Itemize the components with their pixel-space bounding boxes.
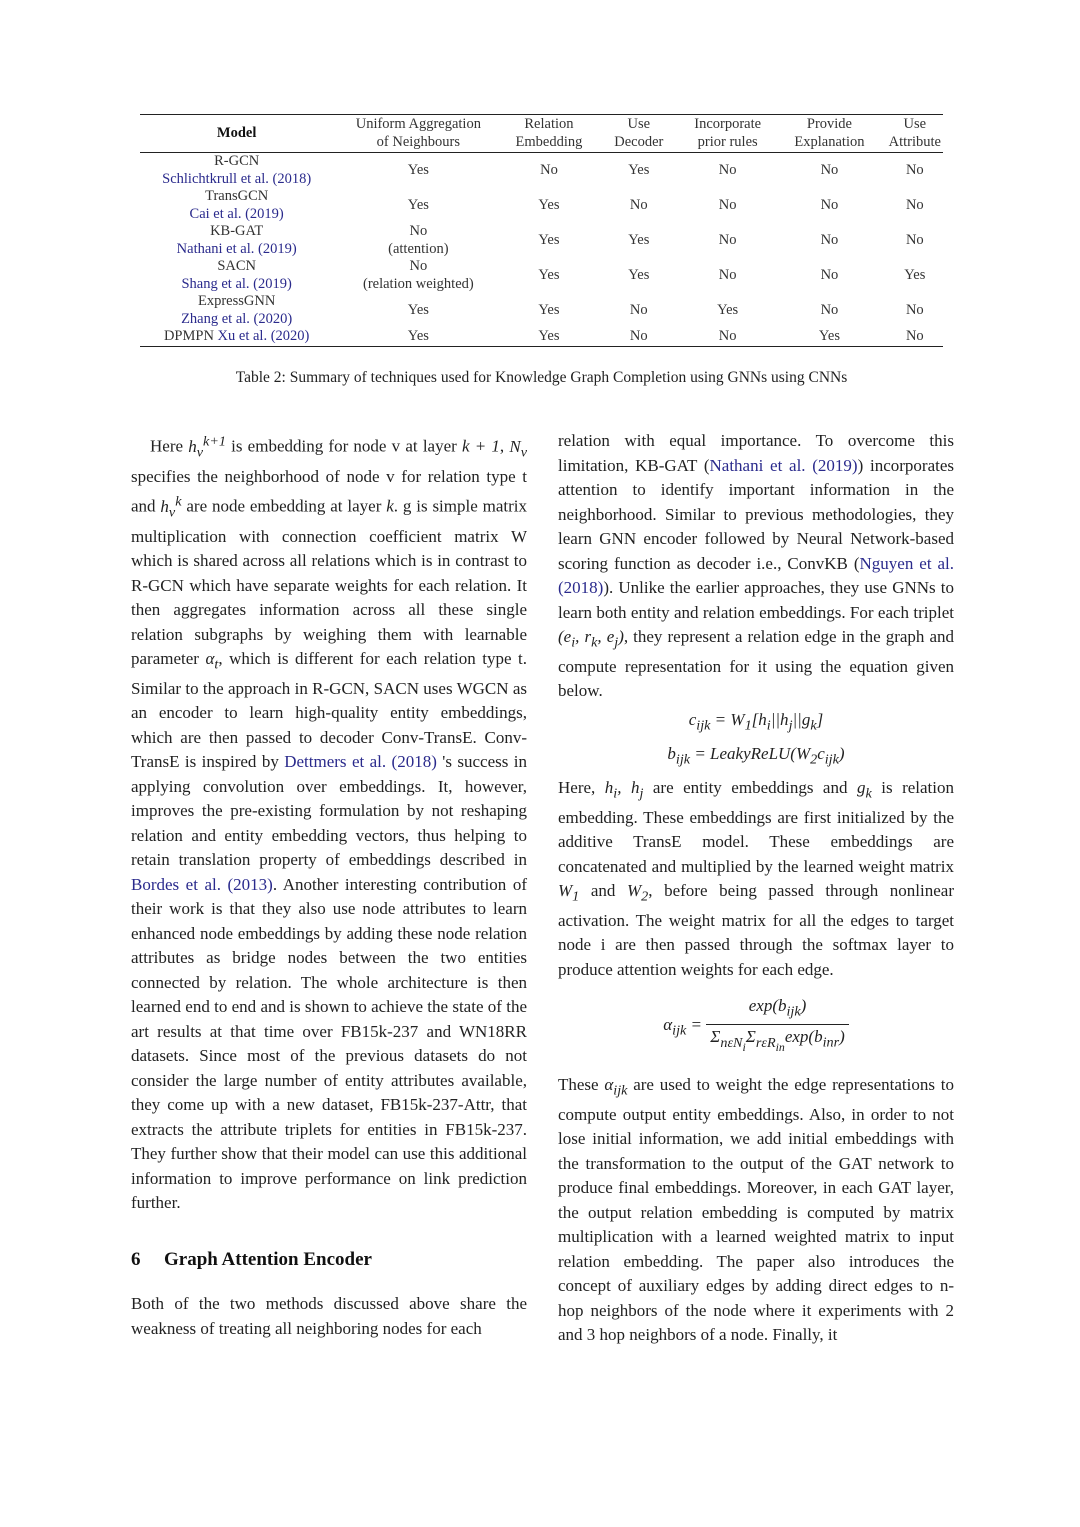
table-caption: Table 2: Summary of techniques used for Knowledge Graph Completion using GNNs using CNNs — [235, 369, 848, 386]
right-column — [558, 429, 954, 1348]
citation-nguyen-link[interactable]: Nguyen et al. (2018) — [558, 553, 955, 597]
header-model: Model — [216, 124, 257, 141]
citation-link[interactable]: Nathani et al. (2019) — [176, 240, 297, 257]
cell-prior-rules: No — [718, 161, 737, 178]
cell-use-decoder: Yes — [628, 161, 650, 178]
left-paragraph-2: Both of the two methods discussed above share the weakness of treating all neighboring nodes for each — [131, 1294, 527, 1338]
equation-cijk: $c_{ijk} = W_1[h_i||h_j||g_k]$ — [688, 709, 824, 734]
citation-link[interactable]: Schlichtkrull et al. (2018) — [162, 170, 312, 187]
right-paragraph-2: Here, $h_i$, $h_j$ are entity embeddings and $g_k$ is relation embedding. These embeddings are first initialized by the additive TransE model. These embeddings are concatenated and multiplied by the learned weight matrix $W_1$ and $W_2$, before being passed through nonlinear activation. The weight matrix for all the edges to target node i are then passed through the softmax layer to produce attention weights for each edge. — [558, 777, 955, 979]
cell-relation-embedding: Yes — [538, 266, 560, 283]
cell-uniform-aggregation: No (attention) — [388, 223, 449, 257]
cell-use-attribute: No — [905, 328, 924, 344]
citation-link[interactable]: Xu et al. (2020) — [217, 328, 310, 344]
cell-use-attribute: No — [905, 301, 924, 318]
cell-relation-embedding: Yes — [538, 328, 560, 344]
summary-table — [140, 114, 943, 347]
cell-model: R-GCN Schlichtkrull et al. (2018) — [162, 153, 312, 187]
cell-prior-rules: No — [718, 266, 737, 283]
table-row — [140, 223, 943, 258]
table-header-row — [140, 115, 943, 153]
table-row — [140, 293, 943, 328]
cell-use-decoder: Yes — [628, 231, 650, 248]
section-number: 6 — [131, 1248, 141, 1270]
header-use-decoder: Use Decoder — [614, 116, 664, 150]
cell-model: SACN Shang et al. (2019) — [181, 258, 292, 292]
citation-link[interactable]: Shang et al. (2019) — [181, 275, 292, 292]
section-heading — [131, 1248, 527, 1273]
right-paragraph-3: These $\alpha_{ijk}$ are used to weight the edge representations to compute output entity embeddings. Also, in order to not lose initial information, we add initial embeddings with the transformation to the output of the GAT network to produce final embeddings. Moreover, in each GAT layer, the output relation embedding is computed by matrix multiplication with a learned weighted matrix to input relation embedding. The paper also introduces the concept of auxiliary edges by adding direct edges to n-hop neighbors of the node where it experiments with 2 and 3 hop neighbors of a node. Finally, it — [558, 1075, 954, 1345]
cell-provide-explanation: No — [820, 301, 839, 318]
table-row — [140, 153, 943, 189]
header-prior-rules: Incorporate prior rules — [694, 116, 762, 150]
equation-bijk: $b_{ijk}$ = $LeakyReLU(W_2c_{ijk})$ — [667, 743, 845, 768]
cell-use-attribute: No — [905, 231, 924, 248]
cell-relation-embedding: Yes — [538, 301, 560, 318]
cell-use-decoder: No — [629, 301, 648, 318]
cell-uniform-aggregation: Yes — [407, 161, 429, 178]
citation-bordes-link[interactable]: Bordes et al. (2013) — [131, 874, 273, 894]
cell-use-decoder: No — [629, 328, 648, 344]
cell-model: KB-GAT Nathani et al. (2019) — [176, 223, 297, 257]
cell-uniform-aggregation: Yes — [407, 196, 429, 213]
cell-relation-embedding: Yes — [538, 196, 560, 213]
cell-use-decoder: Yes — [628, 266, 650, 283]
cell-provide-explanation: No — [820, 231, 839, 248]
cell-uniform-aggregation: Yes — [407, 301, 429, 318]
cell-use-attribute: Yes — [904, 266, 926, 283]
table-row — [140, 328, 943, 346]
left-paragraph-1: Here $h_v^{k+1}$ is embedding for node v at layer k + 1, $N_v$ specifies the neighborhood of node v for relation type t and $h_v^k$ are node embedding at layer k. g is simple matrix multiplication with connection coefficient matrix W which is shared across all relations which is in contrast to R-GCN which have separate weights for each relation. It then aggregates information across all these single relation subgraphs by weighing them with learnable parameter $\alpha_t$, which is different for each relation type t. Similar to the approach in R-GCN, SACN uses WGCN as an encoder to learn high-quality entity embeddings, which are then passed to decoder Conv-TransE. Conv-TransE is inspired by Dettmers et al. (2018) 's success in applying convolution over embeddings. It, however, improves the pre-existing formulation by not reshaping relation and entity embedding vectors, thus helping to retain translation property of embeddings described in Bordes et al. (2013). Another interesting contribution of their work is that they also use node attributes to learn enhanced node embeddings by adding these node relation attributes as bridge nodes between the two entities connected by relation. The whole architecture is then learned end to end and is shown to achieve the state of the art results at that time over FB15k-237 and WN18RR datasets. Since most of the previous datasets do not consider the large number of entity attributes available, they come up with a new dataset, FB15k-237-Attr, that extracts the attribute triplets for entities in FB15k-237. They further show that their model can use this additional information to improve performance on link prediction further. — [131, 433, 528, 1213]
header-relation-embedding: Relation Embedding — [515, 116, 583, 150]
cell-provide-explanation: No — [820, 266, 839, 283]
citation-dettmers-link[interactable]: Dettmers et al. (2018) — [284, 752, 437, 772]
cell-provide-explanation: No — [820, 161, 839, 178]
cell-uniform-aggregation: No (relation weighted) — [362, 258, 474, 292]
cell-use-decoder: No — [629, 196, 648, 213]
left-column — [131, 429, 527, 1341]
section-title: Graph Attention Encoder — [164, 1248, 372, 1270]
header-uniform-aggregation: Uniform Aggregation of Neighbours — [355, 116, 481, 150]
cell-use-attribute: No — [905, 161, 924, 178]
citation-link[interactable]: Zhang et al. (2020) — [181, 310, 293, 327]
cell-prior-rules: No — [718, 328, 737, 344]
cell-uniform-aggregation: Yes — [407, 328, 429, 344]
cell-prior-rules: Yes — [717, 301, 739, 318]
header-provide-explanation: Provide Explanation — [794, 116, 865, 150]
right-paragraph-1: relation with equal importance. To overcome this limitation, KB-GAT (Nathani et al. (2019)) incorporates attention to identify important information in the neighborhood. Similar to previous methodologies, they learn GNN encoder followed by Neural Network-based scoring function as decoder i.e., ConvKB (Nguyen et al. (2018)). Unlike the earlier approaches, they use GNNs to learn both entity and relation embeddings. For each triplet ($e_i$, $r_k$, $e_j$), they represent a relation edge in the graph and compute representation for it using the equation given below. — [558, 431, 955, 701]
table-row — [140, 258, 943, 293]
cell-relation-embedding: Yes — [538, 231, 560, 248]
cell-prior-rules: No — [718, 231, 737, 248]
cell-use-attribute: No — [905, 196, 924, 213]
table-row — [140, 188, 943, 223]
citation-link[interactable]: Cai et al. (2019) — [189, 205, 284, 222]
cell-model: DPMPN Xu et al. (2020) — [163, 328, 310, 344]
cell-prior-rules: No — [718, 196, 737, 213]
header-use-attribute: Use Attribute — [888, 116, 941, 150]
cell-model: ExpressGNN Zhang et al. (2020) — [181, 293, 293, 327]
equation-alpha: $\alpha_{ijk}$ = $\frac{\exp(b_{ijk})}{\Sigma_{n\varepsilon N_i}\Sigma_{r\varepsilon R_{in}}\exp(b_{inr})}$ — [558, 994, 954, 1059]
cell-provide-explanation: Yes — [818, 328, 840, 344]
cell-model: TransGCN Cai et al. (2019) — [189, 188, 284, 222]
cell-relation-embedding: No — [540, 161, 558, 178]
citation-nathani-link[interactable]: Nathani et al. (2019) — [709, 455, 858, 475]
cell-provide-explanation: No — [820, 196, 839, 213]
